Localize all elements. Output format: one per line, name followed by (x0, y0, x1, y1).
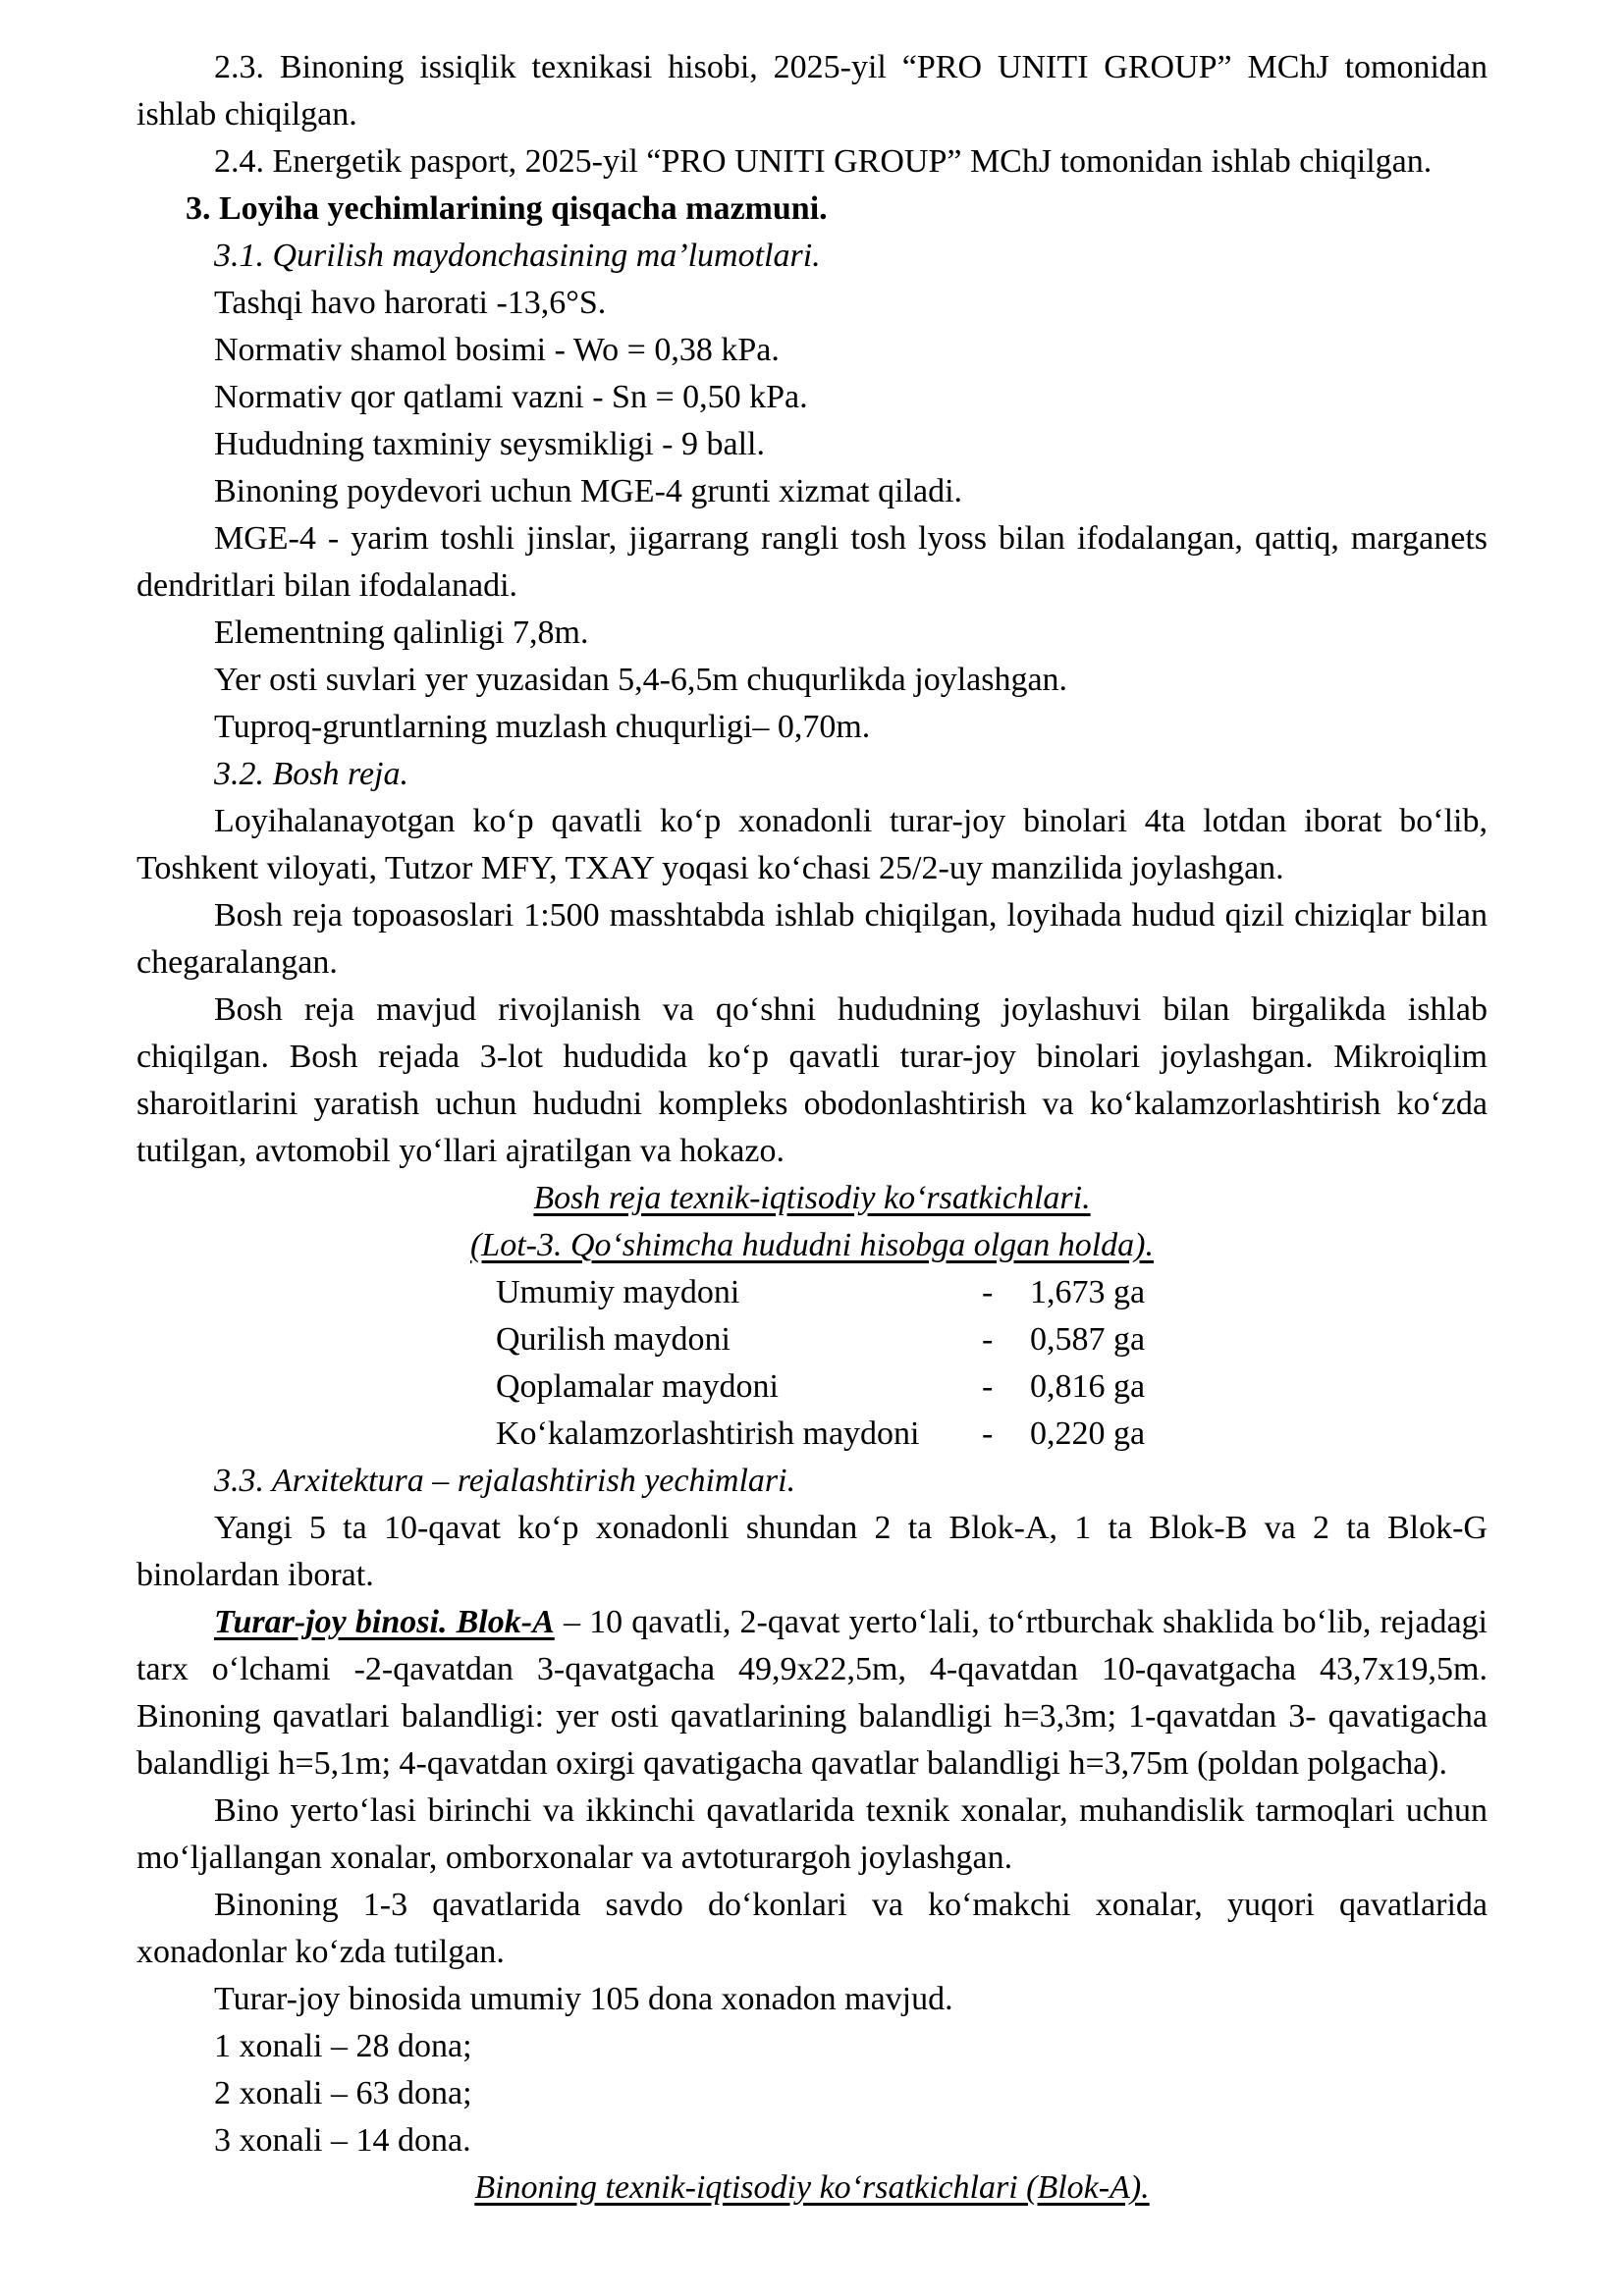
text-run: Binoning texnik-iqtisodiy koʻrsatkichlari (Blok-A). (474, 2169, 1150, 2206)
list-item (136, 2070, 1488, 2117)
paragraph (136, 515, 1488, 610)
list-item (136, 2023, 1488, 2070)
paragraph (136, 1882, 1488, 1976)
table-subtitle (136, 1222, 1488, 1269)
paragraph (136, 657, 1488, 704)
indicator-row (136, 1363, 1488, 1411)
text-run: 1 xonali – 28 dona; (214, 2028, 472, 2064)
indicator-value: 0,816 ga (1030, 1368, 1146, 1405)
text-run: Turar-joy binosi. Blok-A (214, 1604, 555, 1640)
indicator-value: 0,587 ga (1030, 1321, 1146, 1358)
text-run: Loyihalanayotgan koʻp qavatli koʻp xonadonli turar-joy binolari 4ta lotdan iborat boʻlib, Toshkent viloyati, Tutzor MFY, TXAY yoqasi koʻchasi 25/2-uy manzilida joylashgan. (136, 803, 1488, 886)
paragraph (136, 987, 1488, 1175)
paragraph (136, 1505, 1488, 1599)
text-run: Bosh reja topoasoslari 1:500 masshtabda ishlab chiqilgan, loyihada hudud qizil chiziqlar bilan chegaralangan. (136, 897, 1488, 981)
text-run: – 10 qavatli, 2-qavat yertoʻlali, toʻrtburchak shaklida boʻlib, rejadagi tarx oʻlchami -2-qavatdan 3-qavatgacha 49,9x22,5m, 4-qavatdan 10-qavatgacha 43,7x19,5m. Binoning qavatlari balandligi: yer osti qavatlarining balandligi h=3,3m; 1-qavatdan 3- qavatigacha balandligi h=5,1m; 4-qavatdan oxirgi qavatigacha qavatlar balandligi h=3,75m (poldan polgacha). (136, 1604, 1488, 1782)
text-run: Yer osti suvlari yer yuzasidan 5,4-6,5m chuqurlikda joylashgan. (214, 662, 1068, 698)
indicator-dash: - (982, 1321, 994, 1358)
text-run: Elementning qalinligi 7,8m. (214, 614, 589, 651)
text-run: Bosh reja texnik-iqtisodiy koʻrsatkichlari. (533, 1180, 1091, 1216)
paragraph (136, 44, 1488, 138)
indicator-value: 1,673 ga (1030, 1274, 1146, 1310)
indicator-row (136, 1316, 1488, 1363)
paragraph (136, 421, 1488, 468)
paragraph (136, 327, 1488, 374)
indicator-label: Koʻkalamzorlashtirish maydoni (496, 1415, 920, 1452)
paragraph (136, 374, 1488, 421)
text-run: Binoning poydevori uchun MGE-4 grunti xizmat qiladi. (214, 473, 963, 509)
text-run: Hududning taxminiy seysmikligi - 9 ball. (214, 426, 765, 462)
text-run: 3.2. Bosh reja. (214, 756, 409, 792)
text-run: Bino yertoʻlasi birinchi va ikkinchi qavatlarida texnik xonalar, muhandislik tarmoqlari uchun moʻljallangan xonalar, omborxonalar va avtoturargoh joylashgan. (136, 1792, 1488, 1876)
subsection-heading (136, 751, 1488, 798)
paragraph (136, 798, 1488, 892)
text-run: 2 xonali – 63 dona; (214, 2075, 472, 2111)
text-run: 3 xonali – 14 dona. (214, 2122, 471, 2159)
subsection-heading (136, 1458, 1488, 1505)
indicator-label: Qurilish maydoni (496, 1321, 731, 1358)
paragraph (136, 280, 1488, 327)
text-run: (Lot-3. Qoʻshimcha hududni hisobga olgan holda). (469, 1227, 1155, 1263)
text-run: 3.3. Arxitektura – rejalashtirish yechimlari. (214, 1463, 796, 1499)
table-title (136, 1175, 1488, 1222)
text-run: Normativ shamol bosimi - Wo = 0,38 kPa. (214, 332, 780, 368)
text-run: Tashqi havo harorati -13,6°S. (214, 285, 607, 321)
paragraph (136, 468, 1488, 515)
indicator-row (136, 1411, 1488, 1458)
table-title (136, 2164, 1488, 2212)
section-heading (108, 186, 1488, 233)
text-run: 2.3. Binoning issiqlik texnikasi hisobi, 2025-yil “PRO UNITI GROUP” MChJ tomonidan ishlab chiqilgan. (136, 49, 1488, 133)
paragraph (136, 892, 1488, 987)
text-run: Turar-joy binosida umumiy 105 dona xonadon mavjud. (214, 1981, 953, 2017)
indicator-label: Umumiy maydoni (496, 1274, 740, 1310)
indicator-dash: - (982, 1368, 994, 1405)
text-run: Tuproq-gruntlarning muzlash chuqurligi– 0,70m. (214, 709, 871, 745)
text-run: 3.1. Qurilish maydonchasining maʼlumotlari. (214, 238, 821, 274)
indicator-value: 0,220 ga (1030, 1415, 1146, 1452)
text-run: Bosh reja mavjud rivojlanish va qoʻshni hududning joylashuvi bilan birgalikda ishlab chiqilgan. Bosh rejada 3-lot hududida koʻp qavatli turar-joy binolari joylashgan. Mikroiqlim sharoitlarini yaratish uchun hududni kompleks obodonlashtirish va koʻkalamzorlashtirish koʻzda tutilgan, avtomobil yoʻllari ajratilgan va hokazo. (136, 991, 1488, 1169)
text-run: 3. Loyiha yechimlarining qisqacha mazmuni. (186, 190, 828, 227)
paragraph (136, 138, 1488, 186)
indicator-label: Qoplamalar maydoni (496, 1368, 779, 1405)
paragraph (136, 1599, 1488, 1788)
subsection-heading (136, 233, 1488, 280)
indicator-dash: - (982, 1274, 994, 1310)
text-run: Binoning 1-3 qavatlarida savdo doʻkonlari va koʻmakchi xonalar, yuqori qavatlarida xonadonlar koʻzda tutilgan. (136, 1887, 1488, 1970)
indicator-row (136, 1269, 1488, 1316)
paragraph (136, 1788, 1488, 1882)
indicator-dash: - (982, 1415, 994, 1452)
text-run: 2.4. Energetik pasport, 2025-yil “PRO UNITI GROUP” MChJ tomonidan ishlab chiqilgan. (214, 143, 1433, 180)
text-run: Normativ qor qatlami vazni - Sn = 0,50 kPa. (214, 379, 808, 415)
text-run: MGE-4 - yarim toshli jinslar, jigarrang rangli tosh lyoss bilan ifodalangan, qattiq, marganets dendritlari bilan ifodalanadi. (136, 520, 1488, 604)
list-item (136, 2117, 1488, 2164)
paragraph (136, 1976, 1488, 2023)
text-run: Yangi 5 ta 10-qavat koʻp xonadonli shundan 2 ta Blok-A, 1 ta Blok-B va 2 ta Blok-G binolardan iborat. (136, 1510, 1488, 1593)
paragraph (136, 610, 1488, 657)
paragraph (136, 704, 1488, 751)
